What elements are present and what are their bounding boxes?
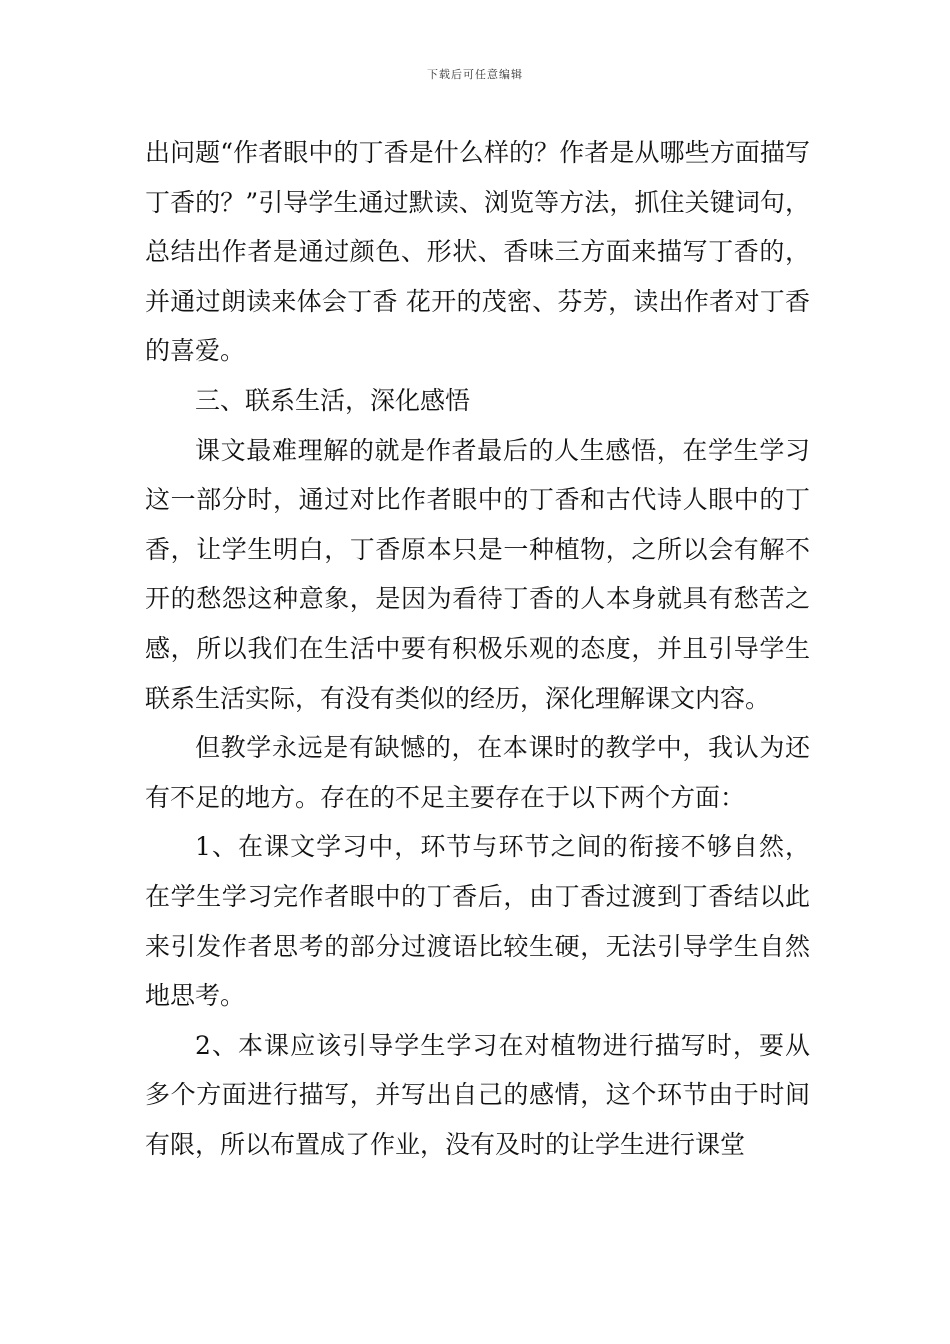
paragraph: 课文最难理解的就是作者最后的人生感悟，在学生学习这一部分时，通过对比作者眼中的丁香和古代诗人眼中的丁香，让学生明白，丁香原本只是一种植物，之所以会有解不开的愁怨这种意象，是因为看待丁香的人本身就具有愁苦之感，所以我们在生活中要有积极乐观的态度，并且引导学生联系生活实际，有没有类似的经历，深化理解课文内容。 [145,435,810,713]
list-item-2: 2、本课应该引导学生学习在对植物进行描写时，要从多个方面进行描写，并写出自己的感情，这个环节由于时间有限，所以布置成了作业，没有及时的让学生进行课堂 [145,1030,810,1159]
paragraph-continuation: 出问题“作者眼中的丁香是什么样的？作者是从哪些方面描写丁香的？”引导学生通过默读、浏览等方法，抓住关键词句，总结出作者是通过颜色、形状、香味三方面来描写丁香的，并通过朗读来体会丁香 花开的茂密、芬芳，读出作者对丁香的喜爱。 [145,138,810,366]
section-heading: 三、联系生活，深化感悟 [195,385,471,415]
paragraph: 但教学永远是有缺憾的，在本课时的教学中，我认为还有不足的地方。存在的不足主要存在于以下两个方面： [145,733,810,812]
body-text [145,128,810,1169]
list-item-1: 1、在课文学习中，环节与环节之间的衔接不够自然，在学生学习完作者眼中的丁香后，由丁香过渡到丁香结以此来引发作者思考的部分过渡语比较生硬，无法引导学生自然地思考。 [145,832,810,1011]
header-note: 下载后可任意编辑 [427,68,523,81]
